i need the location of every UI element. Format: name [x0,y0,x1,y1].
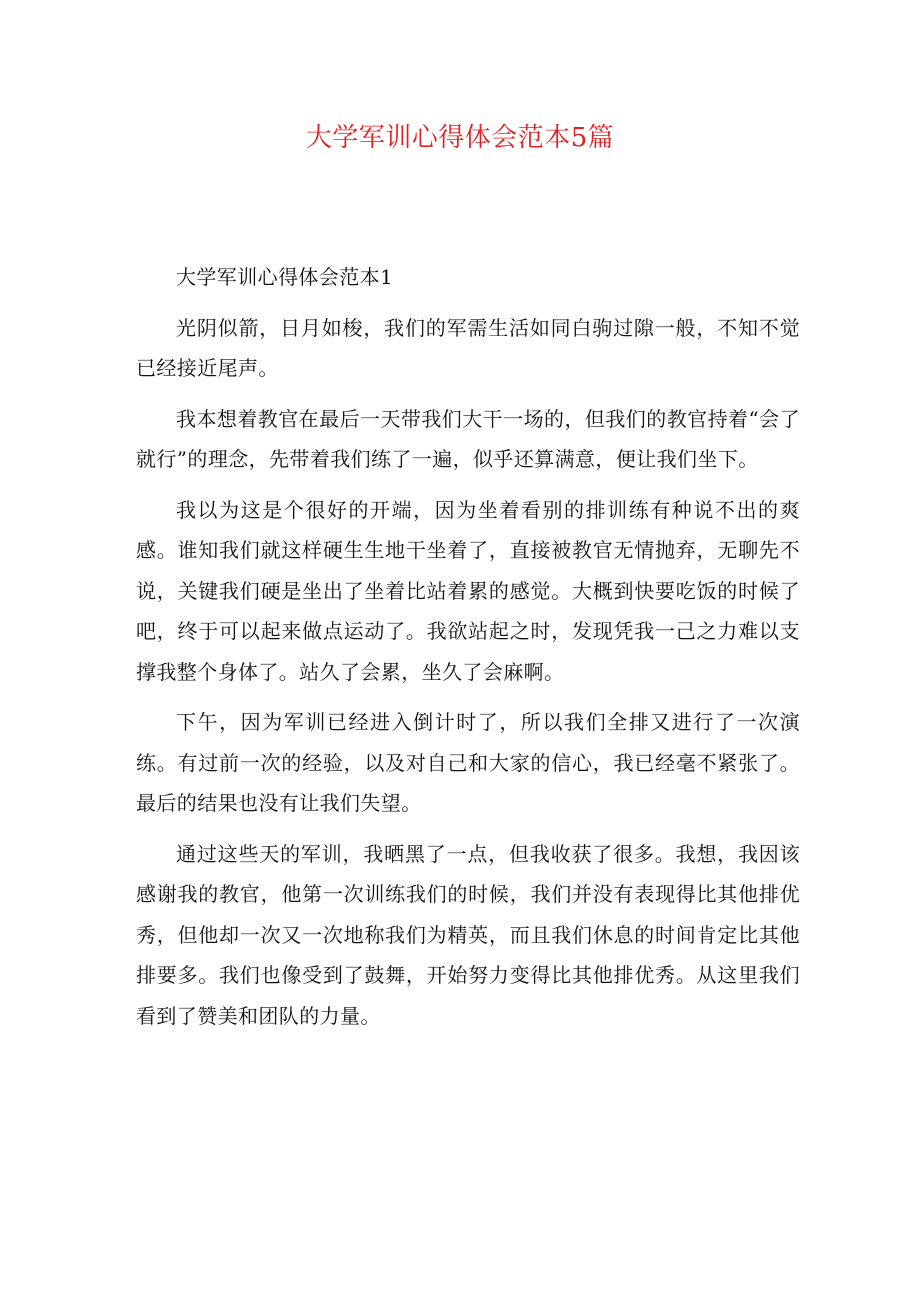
paragraph-5: 通过这些天的军训，我晒黑了一点，但我收获了很多。我想，我因该感谢我的教官，他第一次训练我们的时候，我们并没有表现得比其他排优秀，但他却一次又一次地称我们为精英，而且我们休息的时间肯定比其他排要多。我们也像受到了鼓舞，开始努力变得比其他排优秀。从这里我们看到了赞美和团队的力量。 [136,841,800,1028]
section-heading: 大学军训心得体会范本1 [176,265,394,289]
paragraph-4: 下午，因为军训已经进入倒计时了，所以我们全排又进行了一次演练。有过前一次的经验，以及对自己和大家的信心，我已经毫不紧张了。最后的结果也没有让我们失望。 [136,710,800,815]
paragraph-1: 光阴似箭，日月如梭，我们的军需生活如同白驹过隙一般，不知不觉已经接近尾声。 [136,315,800,380]
paragraph-2: 我本想着教官在最后一天带我们大干一场的，但我们的教官持着“会了就行”的理念，先带着我们练了一遍，似乎还算满意，便让我们坐下。 [136,406,800,471]
document-body [136,257,800,1046]
paragraph-3: 我以为这是个很好的开端，因为坐着看别的排训练有种说不出的爽感。谁知我们就这样硬生生地干坐着了，直接被教官无情抛弃，无聊先不说，关键我们硬是坐出了坐着比站着累的感觉。大概到快要吃饭的时候了吧，终于可以起来做点运动了。我欲站起之时，发现凭我一己之力难以支撑我整个身体了。站久了会累，坐久了会麻啊。 [136,497,800,684]
document-title: 大学军训心得体会范本5篇 [305,123,615,153]
